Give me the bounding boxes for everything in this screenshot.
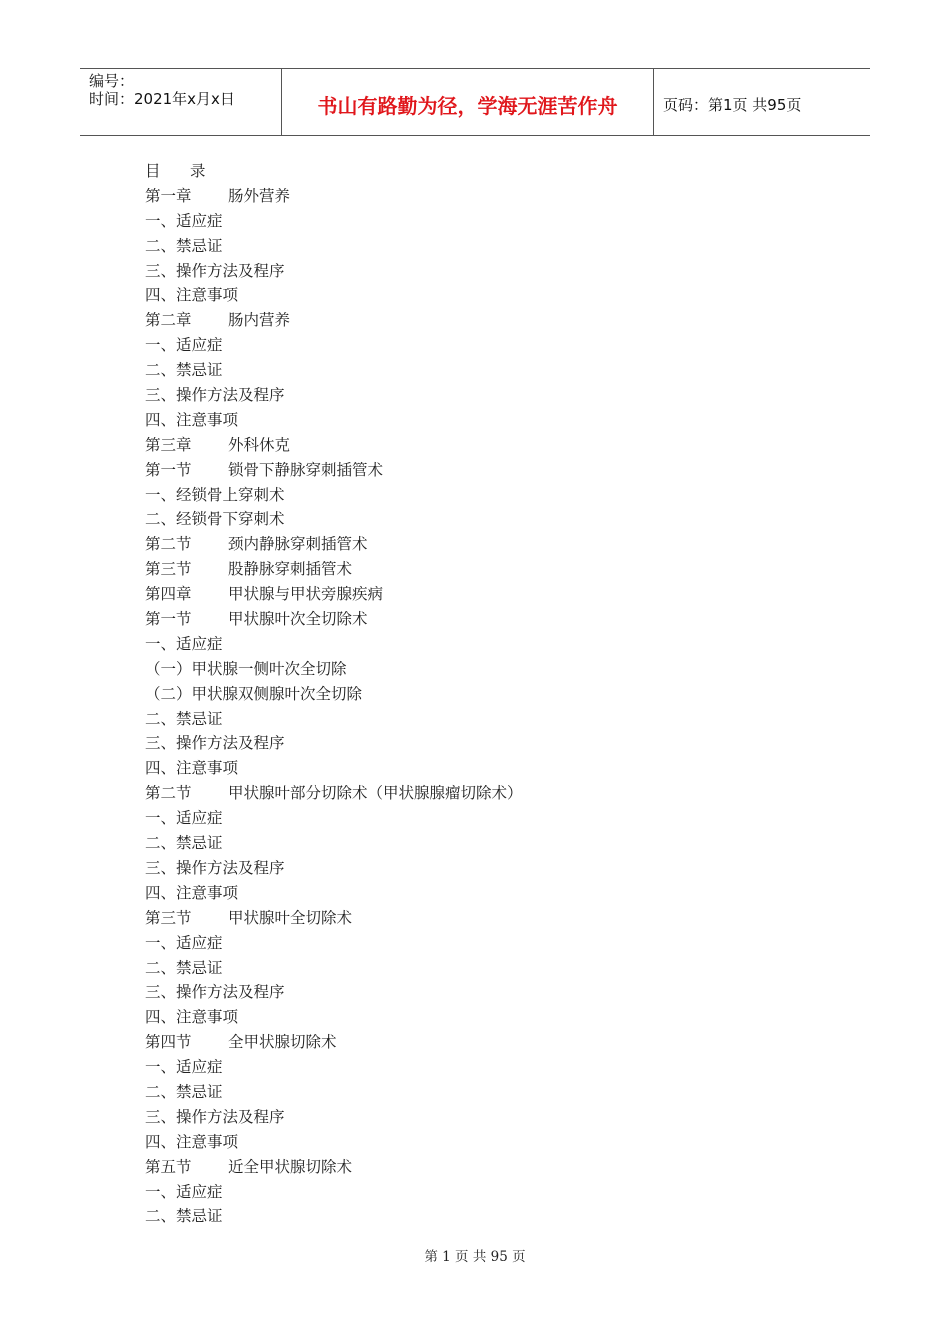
toc-entry-text: 四、注意事项 bbox=[145, 410, 239, 429]
toc-entry bbox=[145, 1055, 845, 1080]
toc-entry-number: 第一节 bbox=[145, 460, 192, 479]
footer-page-number: 第 1 页 共 95 页 bbox=[424, 1249, 526, 1265]
toc-entry bbox=[145, 433, 845, 458]
toc-entry bbox=[145, 358, 845, 383]
toc-entry-title: 甲状腺叶部分切除术（甲状腺腺瘤切除术） bbox=[228, 784, 523, 803]
toc-entry-text: 一、适应症 bbox=[145, 933, 223, 952]
toc-entry bbox=[145, 1155, 845, 1180]
toc-entry bbox=[145, 707, 845, 732]
toc-entry-number: 第二章 bbox=[145, 311, 192, 330]
toc-entry-number: 第五节 bbox=[145, 1157, 192, 1176]
toc-entry-text: 三、操作方法及程序 bbox=[145, 858, 285, 877]
toc-entry-number: 第三节 bbox=[145, 560, 192, 579]
toc-entry-text: 四、注意事项 bbox=[145, 1132, 239, 1151]
toc-entry bbox=[145, 1105, 845, 1130]
toc-entry-text: 三、操作方法及程序 bbox=[145, 983, 285, 1002]
toc-entry bbox=[145, 831, 845, 856]
table-of-contents bbox=[145, 159, 845, 1229]
toc-entry bbox=[145, 856, 845, 881]
toc-entry-title: 股静脉穿刺插管术 bbox=[228, 560, 353, 579]
toc-entry-number: 第四节 bbox=[145, 1033, 192, 1052]
header-meta bbox=[80, 69, 282, 135]
toc-entry bbox=[145, 881, 845, 906]
toc-entry bbox=[145, 1030, 845, 1055]
toc-entry bbox=[145, 1130, 845, 1155]
toc-entry-title: 甲状腺叶次全切除术 bbox=[228, 610, 368, 629]
toc-entry bbox=[145, 657, 845, 682]
page-header bbox=[80, 68, 870, 136]
toc-entry-text: 二、经锁骨下穿刺术 bbox=[145, 510, 285, 529]
toc-entry bbox=[145, 1005, 845, 1030]
toc-entry bbox=[145, 682, 845, 707]
toc-entry-title: 肠外营养 bbox=[228, 186, 291, 205]
toc-entry-text: 四、注意事项 bbox=[145, 883, 239, 902]
header-motto: 书山有路勤为径，学海无涯苦作舟 bbox=[282, 69, 654, 135]
toc-entry-text: 二、禁忌证 bbox=[145, 958, 223, 977]
toc-entry-title: 肠内营养 bbox=[228, 311, 291, 330]
toc-entry bbox=[145, 806, 845, 831]
page-footer bbox=[0, 1245, 950, 1265]
toc-entry-text: 三、操作方法及程序 bbox=[145, 261, 285, 280]
toc-entry bbox=[145, 333, 845, 358]
toc-entry-title: 锁骨下静脉穿刺插管术 bbox=[228, 460, 384, 479]
toc-entry-text: 二、禁忌证 bbox=[145, 1082, 223, 1101]
toc-entry-text: 二、禁忌证 bbox=[145, 709, 223, 728]
toc-entry bbox=[145, 632, 845, 657]
toc-entry bbox=[145, 532, 845, 557]
toc-entry-title: 颈内静脉穿刺插管术 bbox=[228, 535, 368, 554]
toc-entry bbox=[145, 931, 845, 956]
toc-entry-number: 第二节 bbox=[145, 784, 192, 803]
toc-entry bbox=[145, 756, 845, 781]
toc-entry-title: 近全甲状腺切除术 bbox=[228, 1157, 353, 1176]
toc-entry bbox=[145, 383, 845, 408]
toc-entry-text: 三、操作方法及程序 bbox=[145, 734, 285, 753]
toc-entry-text: 四、注意事项 bbox=[145, 1008, 239, 1027]
header-page-info: 页码：第1页 共95页 bbox=[663, 95, 802, 114]
toc-entry-title: 甲状腺与甲状旁腺疾病 bbox=[228, 585, 384, 604]
toc-entry-text: 一、适应症 bbox=[145, 1058, 223, 1077]
toc-entry bbox=[145, 1080, 845, 1105]
toc-entry bbox=[145, 607, 845, 632]
toc-entry-text: 二、禁忌证 bbox=[145, 1207, 223, 1226]
toc-entry-text: 二、禁忌证 bbox=[145, 361, 223, 380]
toc-entry-title: 甲状腺叶全切除术 bbox=[228, 908, 353, 927]
toc-title: 目 录 bbox=[145, 162, 206, 180]
toc-entry-number: 第四章 bbox=[145, 585, 192, 604]
toc-entry-text: 四、注意事项 bbox=[145, 759, 239, 778]
toc-entry-text: 一、适应症 bbox=[145, 336, 223, 355]
toc-entry bbox=[145, 582, 845, 607]
toc-entry bbox=[145, 234, 845, 259]
toc-entry-number: 第三节 bbox=[145, 908, 192, 927]
toc-entry-text: 一、适应症 bbox=[145, 211, 223, 230]
toc-entry bbox=[145, 308, 845, 333]
toc-entry bbox=[145, 557, 845, 582]
toc-entry bbox=[145, 956, 845, 981]
toc-entry-number: 第三章 bbox=[145, 435, 192, 454]
toc-entry bbox=[145, 458, 845, 483]
toc-entry-text: 二、禁忌证 bbox=[145, 236, 223, 255]
toc-entry-title: 全甲状腺切除术 bbox=[228, 1033, 337, 1052]
toc-entry bbox=[145, 731, 845, 756]
toc-entry-text: 三、操作方法及程序 bbox=[145, 386, 285, 405]
toc-entry-number: 第二节 bbox=[145, 535, 192, 554]
toc-entry bbox=[145, 1204, 845, 1229]
toc-entry-text: 一、适应症 bbox=[145, 1182, 223, 1201]
toc-entry bbox=[145, 408, 845, 433]
toc-entry bbox=[145, 980, 845, 1005]
toc-entry-text: （一）甲状腺一侧叶次全切除 bbox=[145, 659, 347, 678]
toc-entry bbox=[145, 184, 845, 209]
code-label: 编号： bbox=[89, 72, 135, 90]
toc-entry-text: 四、注意事项 bbox=[145, 286, 239, 305]
toc-entry bbox=[145, 259, 845, 284]
toc-entry bbox=[145, 483, 845, 508]
toc-entry-title: 外科休克 bbox=[228, 435, 291, 454]
toc-entry bbox=[145, 1180, 845, 1205]
toc-entry-text: （二）甲状腺双侧腺叶次全切除 bbox=[145, 684, 363, 703]
toc-entry bbox=[145, 283, 845, 308]
time-label: 时间：2021年x月x日 bbox=[89, 90, 235, 108]
toc-entry-text: 一、经锁骨上穿刺术 bbox=[145, 485, 285, 504]
toc-entry bbox=[145, 507, 845, 532]
toc-entry-text: 二、禁忌证 bbox=[145, 834, 223, 853]
toc-entry bbox=[145, 781, 845, 806]
toc-entry-number: 第一节 bbox=[145, 610, 192, 629]
toc-entry-text: 一、适应症 bbox=[145, 634, 223, 653]
toc-entry bbox=[145, 906, 845, 931]
toc-entry-text: 三、操作方法及程序 bbox=[145, 1107, 285, 1126]
toc-entry-text: 一、适应症 bbox=[145, 809, 223, 828]
toc-entry bbox=[145, 209, 845, 234]
toc-entry-number: 第一章 bbox=[145, 186, 192, 205]
